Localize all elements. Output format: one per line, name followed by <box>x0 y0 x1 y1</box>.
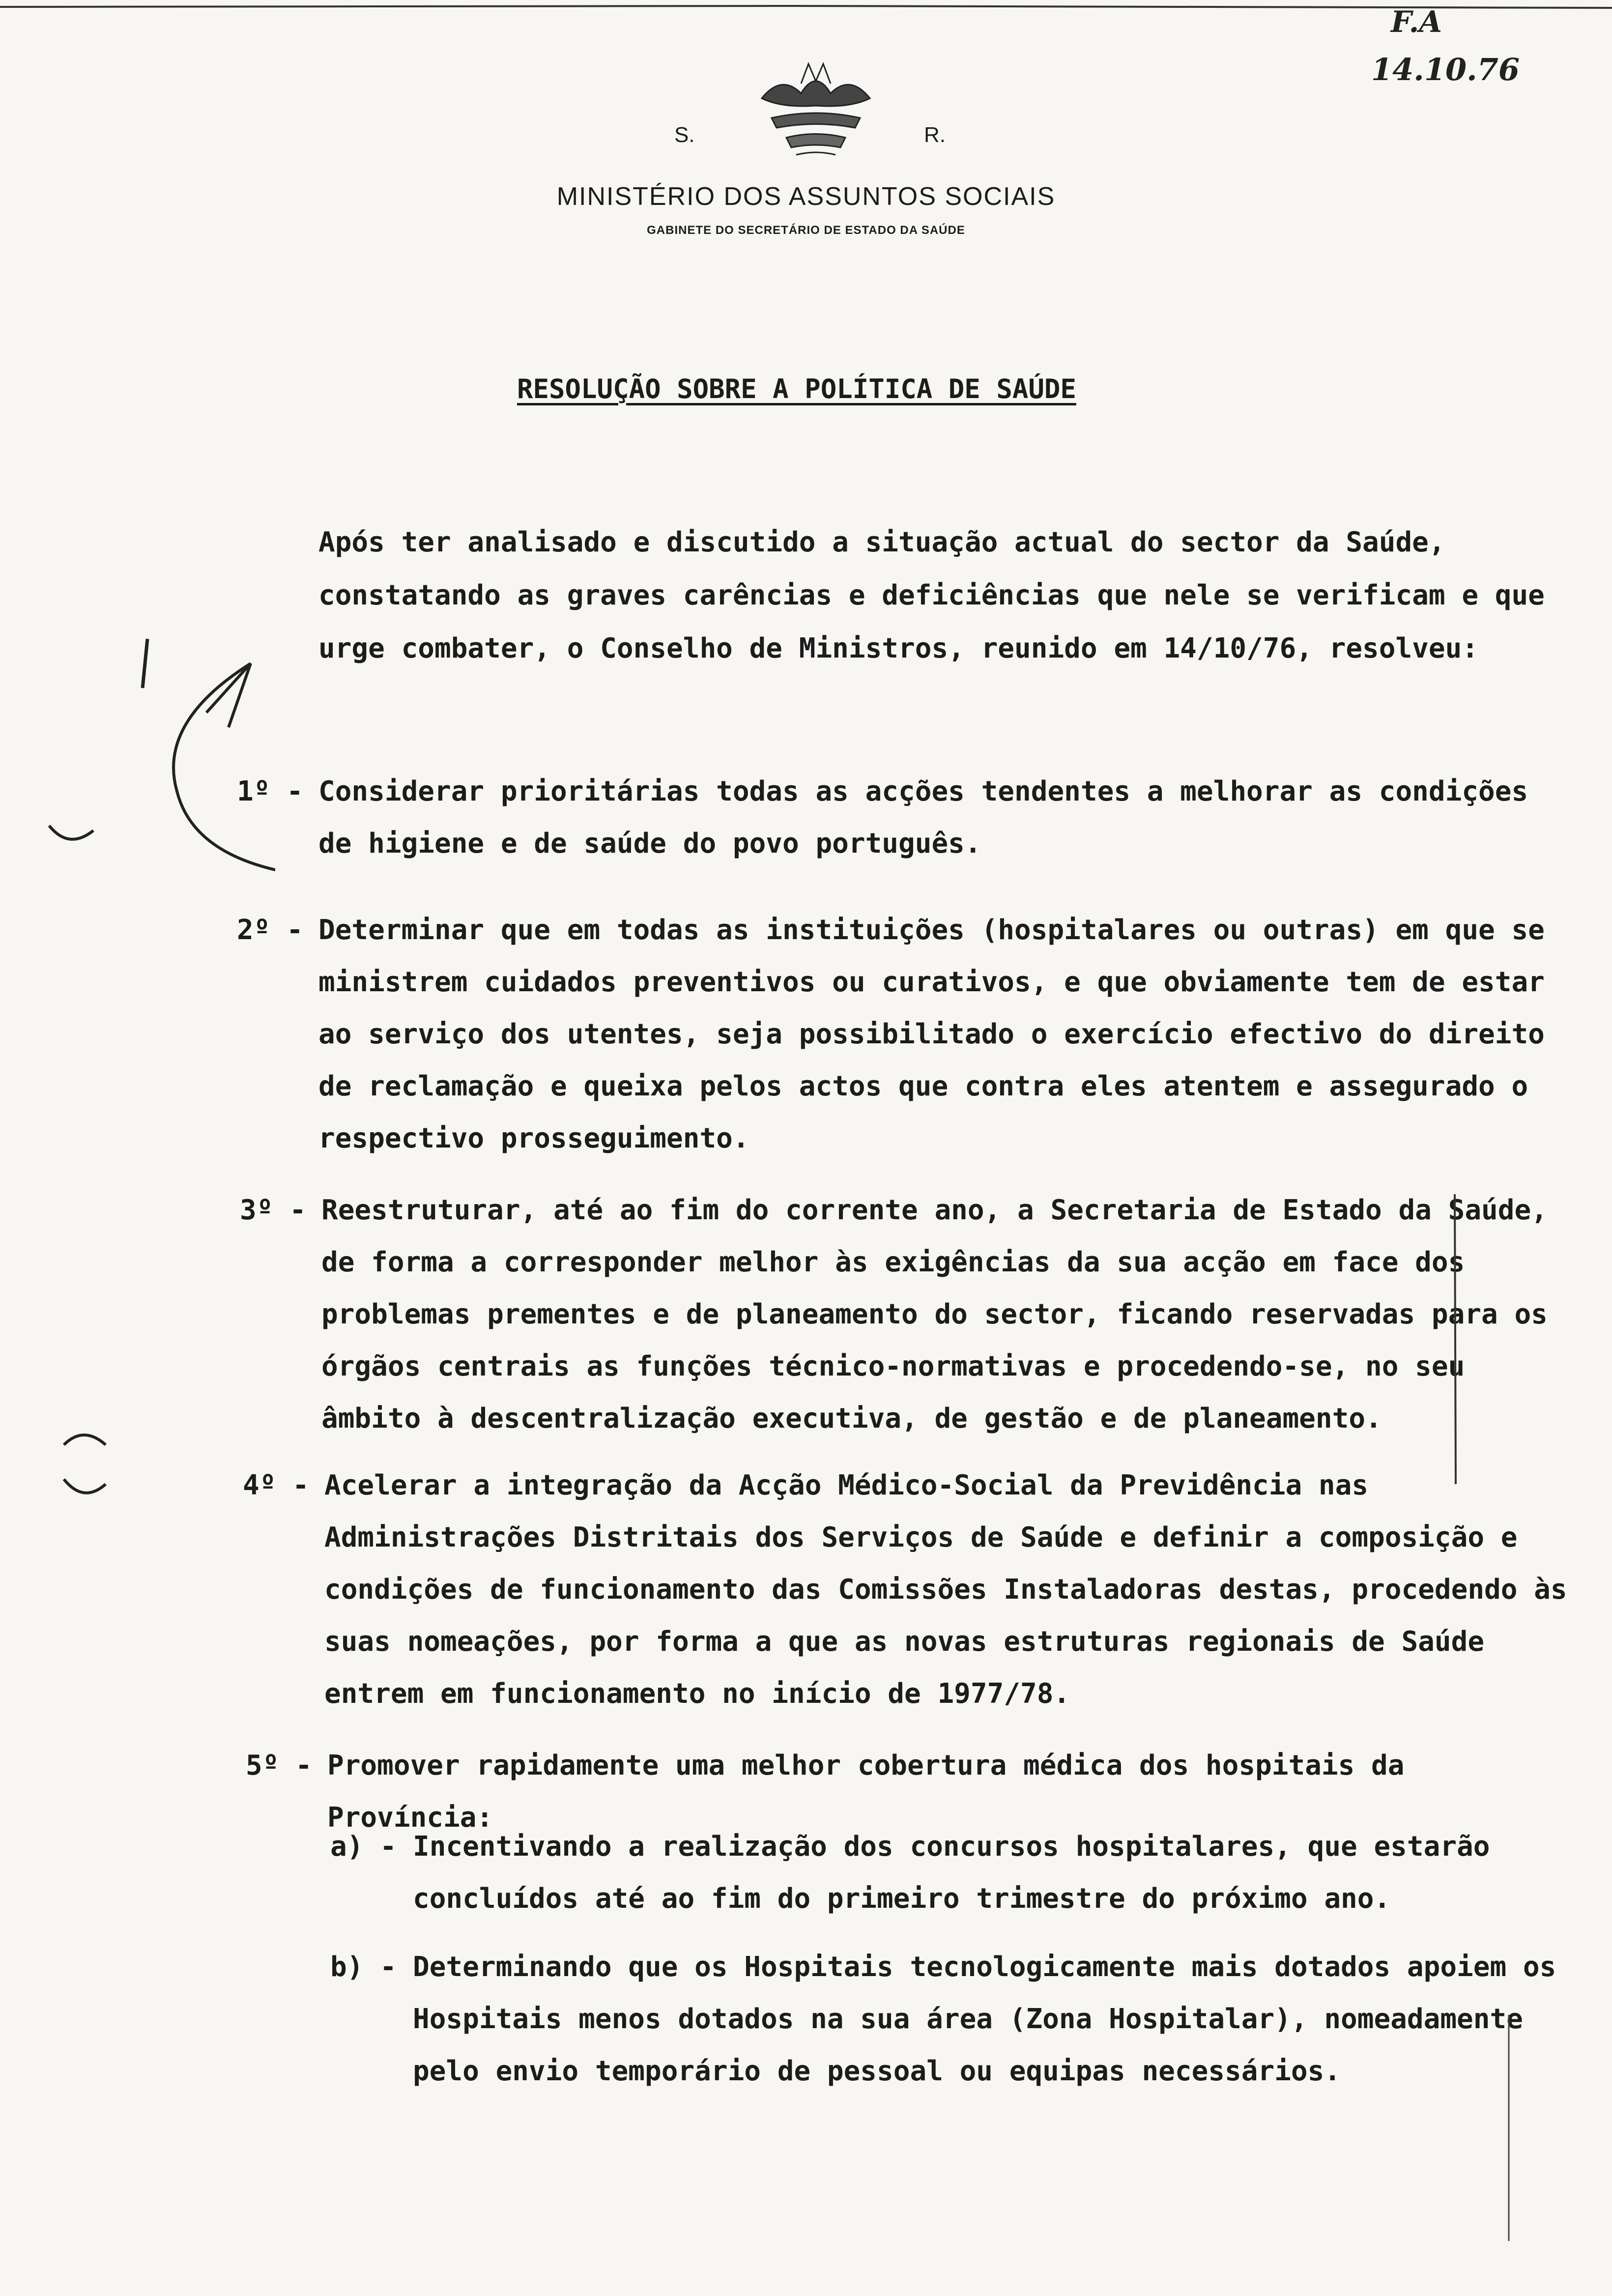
ministry-heading: MINISTÉRIO DOS ASSUNTOS SOCIAIS <box>556 182 1056 211</box>
item-text: Acelerar a integração da Acção Médico-Social da Previdência nas Administrações Distritais dos Serviços de Saúde e definir a composição e condições de funcionamento das Comissões Instaladoras destas, procedendo às suas nomeações, por forma a que as novas estruturas regionais de Saúde entrem em funcionamento no início de 1977/78. <box>324 1469 1567 1710</box>
document-title: RESOLUÇÃO SOBRE A POLÍTICA DE SAÚDE <box>517 373 1076 404</box>
coat-of-arms-emblem <box>727 54 904 172</box>
scan-top-edge <box>0 4 1612 11</box>
letter-s: S. <box>674 123 695 147</box>
item-text: Determinar que em todas as instituições (hospitalares ou outras) em que se ministrem cuidados preventivos ou curativos, e que obviamente tem de estar ao serviço dos utentes, seja possibilitado o exercício efectivo do direito de reclamação e queixa pelos actos que contra eles atentem e assegurado o respectivo prosseguimento. <box>318 914 1545 1154</box>
item-text: Considerar prioritárias todas as acções tendentes a melhorar as condições de higiene e de saúde do povo português. <box>318 775 1528 860</box>
handwritten-code: F.A <box>1391 5 1442 39</box>
item-text: Promover rapidamente uma melhor cobertura médica dos hospitais da Província: <box>327 1750 1405 1834</box>
intro-paragraph: Após ter analisado e discutido a situação actual do sector da Saúde, constatando as graves carências e deficiências que nele se verificam e que urge combater, o Conselho de Ministros, reunido em 14/10/76, resolveu: <box>318 526 1545 664</box>
subitem-label: b) - <box>330 1951 397 1983</box>
subitem-text: Determinando que os Hospitais tecnologicamente mais dotados apoiem os Hospitais menos dotados na sua área (Zona Hospitalar), nomeadamente pelo envio temporário de pessoal ou equipas necessários. <box>413 1951 1556 2087</box>
item-number: 3º - <box>240 1194 306 1226</box>
margin-vertical-line <box>1504 2015 1514 2241</box>
hole-punch-mark <box>59 1425 113 1509</box>
item-text: Reestruturar, até ao fim do corrente ano, a Secretaria de Estado da Saúde, de forma a corresponder melhor às exigências da sua acção em face dos problemas prementes e de planeamento do sector, ficando reservadas para os órgãos centrais as funções técnico-normativas e procedendo-se, no seu âmbito à descentralização executiva, de gestão e de planeamento. <box>321 1194 1548 1435</box>
subitem-text: Incentivando a realização dos concursos hospitalares, que estarão concluídos até ao fim do primeiro trimestre do próximo ano. <box>413 1831 1490 1915</box>
item-number: 4º - <box>243 1469 309 1501</box>
cabinet-subheading: GABINETE DO SECRETÁRIO DE ESTADO DA SAÚDE <box>647 224 965 237</box>
item-number: 2º - <box>237 914 303 946</box>
hole-punch-mark <box>44 816 98 855</box>
handwritten-arrow-annotation <box>128 634 275 890</box>
item-number: 1º - <box>237 775 303 807</box>
item-number: 5º - <box>246 1750 312 1781</box>
handwritten-date: 14.10.76 <box>1371 52 1520 87</box>
subitem-label: a) - <box>330 1831 397 1863</box>
margin-vertical-line <box>1445 1194 1465 1484</box>
letter-r: R. <box>924 123 946 147</box>
